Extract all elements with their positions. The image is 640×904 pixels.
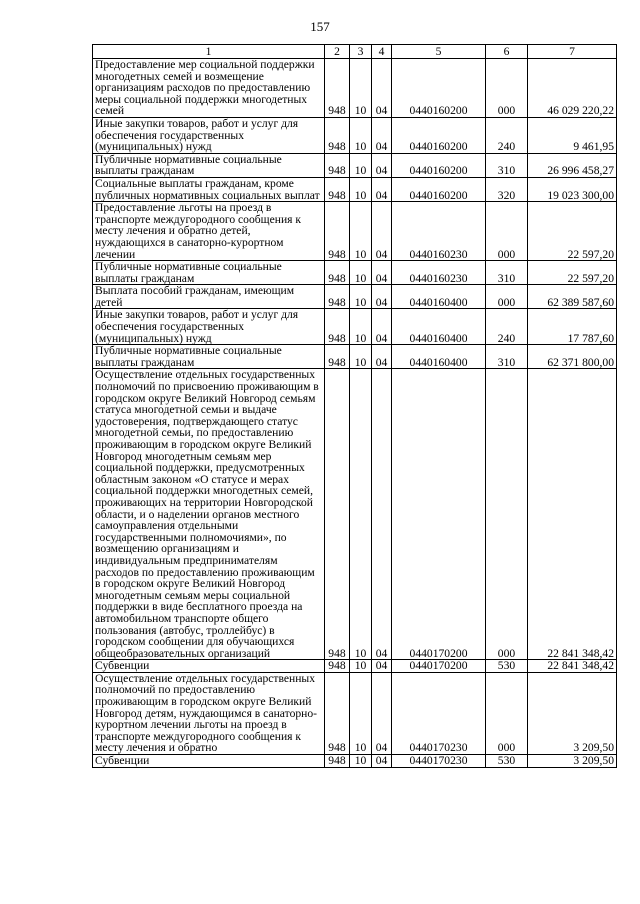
row-ved-cell: 948 bbox=[325, 345, 350, 369]
row-subsection-cell: 04 bbox=[372, 285, 392, 309]
row-section-cell: 10 bbox=[350, 660, 372, 673]
row-target-code-cell: 0440160200 bbox=[392, 153, 486, 177]
row-name-cell: Предоставление льготы на проезд в транспорте междугородного сообщения к месту лечения и обратно детей, нуждающихся в санаторно-курортном лечении bbox=[93, 202, 325, 261]
table-row bbox=[93, 261, 617, 285]
column-header: 2 bbox=[325, 45, 350, 59]
column-header: 3 bbox=[350, 45, 372, 59]
row-ved-cell: 948 bbox=[325, 177, 350, 201]
table-row bbox=[93, 285, 617, 309]
column-header: 4 bbox=[372, 45, 392, 59]
row-expense-type-cell: 320 bbox=[486, 177, 528, 201]
row-section-cell: 10 bbox=[350, 177, 372, 201]
row-subsection-cell: 04 bbox=[372, 153, 392, 177]
row-subsection-cell: 04 bbox=[372, 59, 392, 118]
row-amount-cell: 3 209,50 bbox=[528, 672, 617, 754]
row-name-cell: Предоставление мер социальной поддержки многодетных семей и возмещение организациям расходов по предоставлению меры социальной поддержки многодетных семей bbox=[93, 59, 325, 118]
row-amount-cell: 19 023 300,00 bbox=[528, 177, 617, 201]
table-header-row bbox=[93, 45, 617, 59]
row-ved-cell: 948 bbox=[325, 309, 350, 345]
row-subsection-cell: 04 bbox=[372, 309, 392, 345]
column-header: 7 bbox=[528, 45, 617, 59]
budget-table bbox=[92, 44, 617, 768]
row-name-cell: Социальные выплаты гражданам, кроме публичных нормативных социальных выплат bbox=[93, 177, 325, 201]
row-amount-cell: 22 841 348,42 bbox=[528, 660, 617, 673]
row-name-cell: Осуществление отдельных государственных полномочий по присвоению проживающим в городском округе Великий Новгород семьям статуса многодетной семьи и выдаче удостоверения, подтверждающего статус многодетной семьи, по предоставлению проживающим в городском округе Великий Новгород многодетным семьям мер социальной поддержки, предусмотренных областным законом «О статусе и мерах социальной поддержки многодетных семей, проживающих на территории Новгородской области, и о наделении органов местного самоуправления отдельными государственными полномочиями», по возмещению организациям и индивидуальным предпринимателям расходов по предоставлению проживающим в городском округе Великий Новгород многодетным семьям меры социальной поддержки в виде бесплатного проезда на автомобильном транспорте общего пользования (автобус, троллейбус) в городском сообщении для обучающихся общеобразовательных организаций bbox=[93, 369, 325, 660]
row-expense-type-cell: 000 bbox=[486, 285, 528, 309]
row-name-cell: Выплата пособий гражданам, имеющим детей bbox=[93, 285, 325, 309]
row-expense-type-cell: 000 bbox=[486, 672, 528, 754]
row-expense-type-cell: 530 bbox=[486, 660, 528, 673]
row-section-cell: 10 bbox=[350, 117, 372, 153]
row-expense-type-cell: 000 bbox=[486, 202, 528, 261]
row-section-cell: 10 bbox=[350, 309, 372, 345]
row-target-code-cell: 0440170200 bbox=[392, 369, 486, 660]
row-expense-type-cell: 240 bbox=[486, 309, 528, 345]
row-amount-cell: 22 597,20 bbox=[528, 202, 617, 261]
row-ved-cell: 948 bbox=[325, 59, 350, 118]
row-ved-cell: 948 bbox=[325, 202, 350, 261]
table-body bbox=[93, 59, 617, 768]
row-target-code-cell: 0440160400 bbox=[392, 285, 486, 309]
table-row bbox=[93, 153, 617, 177]
row-ved-cell: 948 bbox=[325, 660, 350, 673]
row-name-cell: Субвенции bbox=[93, 755, 325, 768]
row-target-code-cell: 0440160230 bbox=[392, 261, 486, 285]
table-row bbox=[93, 755, 617, 768]
row-target-code-cell: 0440170230 bbox=[392, 755, 486, 768]
row-amount-cell: 17 787,60 bbox=[528, 309, 617, 345]
row-section-cell: 10 bbox=[350, 261, 372, 285]
row-ved-cell: 948 bbox=[325, 261, 350, 285]
row-section-cell: 10 bbox=[350, 285, 372, 309]
column-header: 1 bbox=[93, 45, 325, 59]
row-expense-type-cell: 000 bbox=[486, 369, 528, 660]
row-name-cell: Публичные нормативные социальные выплаты гражданам bbox=[93, 261, 325, 285]
column-header: 6 bbox=[486, 45, 528, 59]
row-subsection-cell: 04 bbox=[372, 177, 392, 201]
table-row bbox=[93, 59, 617, 118]
row-amount-cell: 62 371 800,00 bbox=[528, 345, 617, 369]
row-ved-cell: 948 bbox=[325, 153, 350, 177]
row-expense-type-cell: 530 bbox=[486, 755, 528, 768]
row-target-code-cell: 0440160400 bbox=[392, 345, 486, 369]
row-section-cell: 10 bbox=[350, 369, 372, 660]
row-expense-type-cell: 240 bbox=[486, 117, 528, 153]
row-ved-cell: 948 bbox=[325, 672, 350, 754]
row-section-cell: 10 bbox=[350, 672, 372, 754]
row-target-code-cell: 0440170200 bbox=[392, 660, 486, 673]
row-target-code-cell: 0440160200 bbox=[392, 59, 486, 118]
row-name-cell: Субвенции bbox=[93, 660, 325, 673]
row-subsection-cell: 04 bbox=[372, 345, 392, 369]
row-expense-type-cell: 000 bbox=[486, 59, 528, 118]
table-row bbox=[93, 369, 617, 660]
row-amount-cell: 22 597,20 bbox=[528, 261, 617, 285]
row-target-code-cell: 0440170230 bbox=[392, 672, 486, 754]
column-header: 5 bbox=[392, 45, 486, 59]
row-name-cell: Публичные нормативные социальные выплаты гражданам bbox=[93, 345, 325, 369]
row-name-cell: Иные закупки товаров, работ и услуг для обеспечения государственных (муниципальных) нужд bbox=[93, 117, 325, 153]
row-amount-cell: 3 209,50 bbox=[528, 755, 617, 768]
row-subsection-cell: 04 bbox=[372, 202, 392, 261]
row-target-code-cell: 0440160200 bbox=[392, 177, 486, 201]
row-name-cell: Публичные нормативные социальные выплаты гражданам bbox=[93, 153, 325, 177]
row-subsection-cell: 04 bbox=[372, 261, 392, 285]
row-subsection-cell: 04 bbox=[372, 755, 392, 768]
row-name-cell: Иные закупки товаров, работ и услуг для обеспечения государственных (муниципальных) нужд bbox=[93, 309, 325, 345]
row-amount-cell: 22 841 348,42 bbox=[528, 369, 617, 660]
table-row bbox=[93, 345, 617, 369]
row-target-code-cell: 0440160230 bbox=[392, 202, 486, 261]
row-subsection-cell: 04 bbox=[372, 369, 392, 660]
row-ved-cell: 948 bbox=[325, 285, 350, 309]
row-section-cell: 10 bbox=[350, 59, 372, 118]
row-section-cell: 10 bbox=[350, 755, 372, 768]
row-expense-type-cell: 310 bbox=[486, 153, 528, 177]
row-section-cell: 10 bbox=[350, 153, 372, 177]
table-row bbox=[93, 117, 617, 153]
row-ved-cell: 948 bbox=[325, 369, 350, 660]
row-section-cell: 10 bbox=[350, 345, 372, 369]
row-target-code-cell: 0440160400 bbox=[392, 309, 486, 345]
row-ved-cell: 948 bbox=[325, 755, 350, 768]
table-row bbox=[93, 309, 617, 345]
row-amount-cell: 46 029 220,22 bbox=[528, 59, 617, 118]
row-name-cell: Осуществление отдельных государственных полномочий по предоставлению проживающим в городском округе Великий Новгород детям, нуждающимся в санаторно-курортном лечении льготы на проезд в транспорте междугородного сообщения к месту лечения и обратно bbox=[93, 672, 325, 754]
table-row bbox=[93, 177, 617, 201]
row-expense-type-cell: 310 bbox=[486, 345, 528, 369]
row-amount-cell: 62 389 587,60 bbox=[528, 285, 617, 309]
row-subsection-cell: 04 bbox=[372, 672, 392, 754]
row-subsection-cell: 04 bbox=[372, 660, 392, 673]
table-row bbox=[93, 202, 617, 261]
page-number: 157 bbox=[310, 19, 330, 34]
row-amount-cell: 9 461,95 bbox=[528, 117, 617, 153]
row-section-cell: 10 bbox=[350, 202, 372, 261]
row-expense-type-cell: 310 bbox=[486, 261, 528, 285]
table-row bbox=[93, 672, 617, 754]
row-ved-cell: 948 bbox=[325, 117, 350, 153]
row-amount-cell: 26 996 458,27 bbox=[528, 153, 617, 177]
table-row bbox=[93, 660, 617, 673]
row-target-code-cell: 0440160200 bbox=[392, 117, 486, 153]
row-subsection-cell: 04 bbox=[372, 117, 392, 153]
